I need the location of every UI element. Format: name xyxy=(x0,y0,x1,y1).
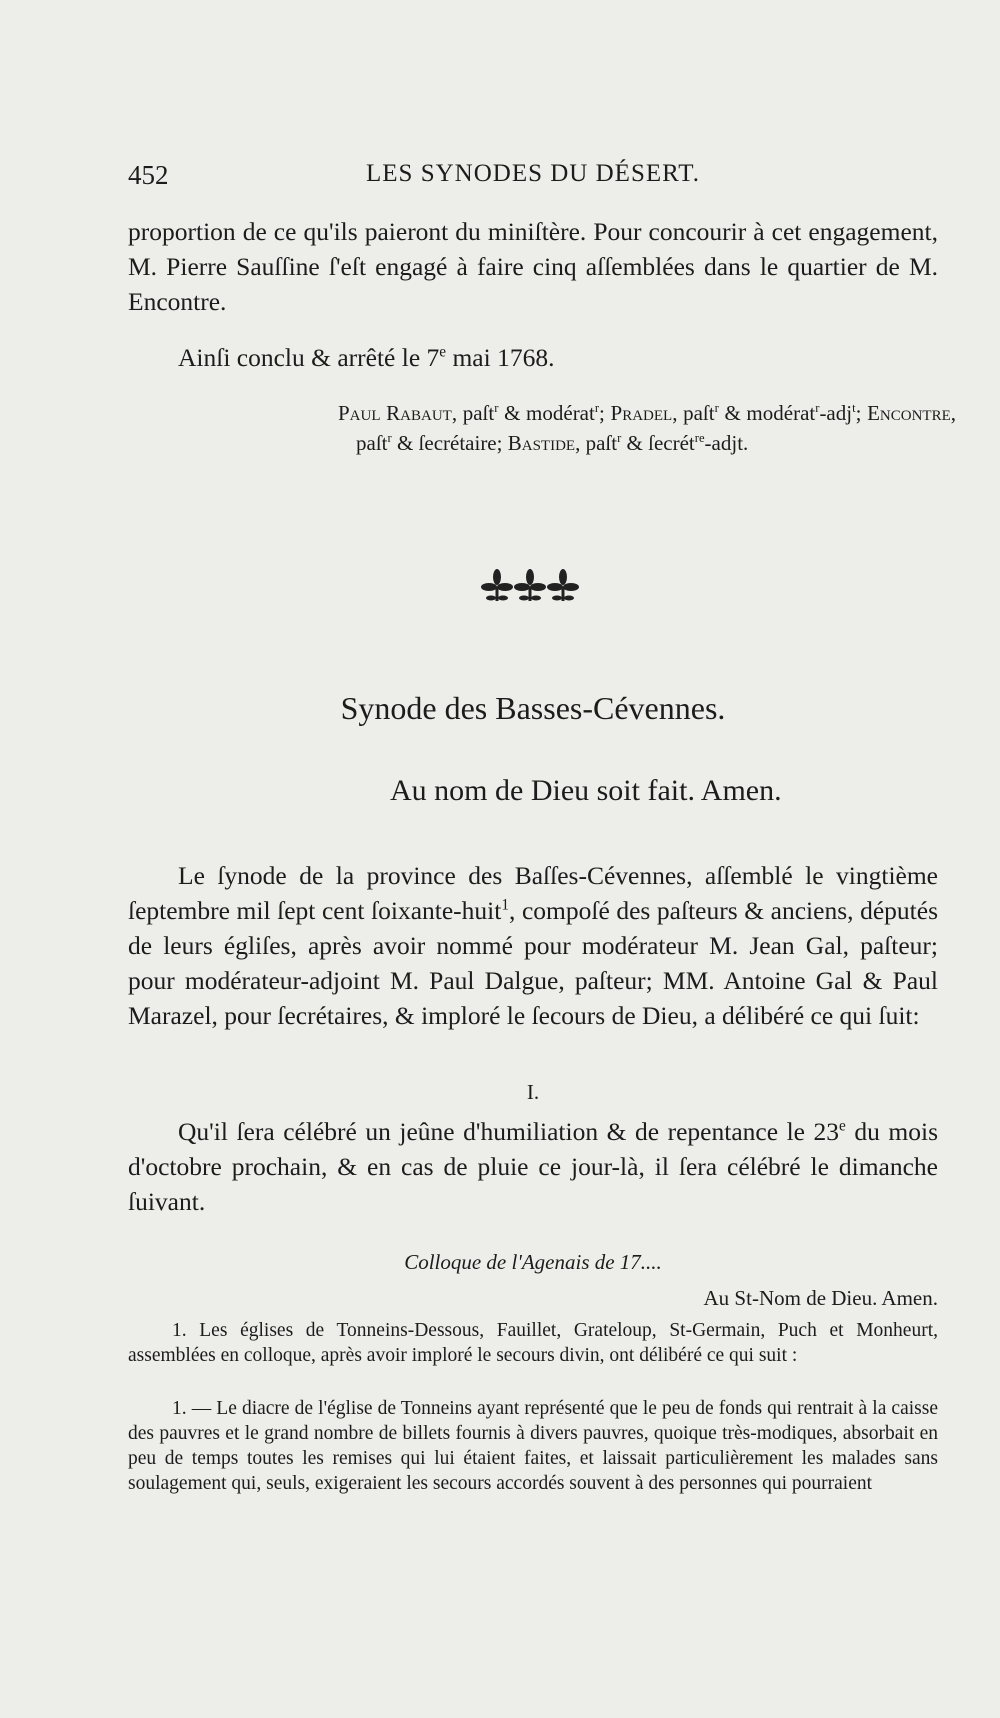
footnote-para-2-block xyxy=(128,1396,938,1496)
conclusion-line: Ainſi conclu & arrêté le 7e mai 1768. xyxy=(178,343,555,372)
invocation-title: Au nom de Dieu soit fait. Amen. xyxy=(390,774,782,807)
article-block xyxy=(128,1114,938,1219)
footnote-paragraph: 1. — Le diacre de l'église de Tonneins ayant représenté que le peu de fonds qui rentrait à la caisse des pauvres et le grand nombre de billets fournis à divers pauvres, quoique très-modiques, absorbait en peu de temps toutes les remises qui lui étaient faites, et laissait particulièrement les malades sans soulagement qui, seuls, exigeraient les secours accordés souvent à des personnes qui pourraient xyxy=(128,1398,938,1494)
signatory: Pradel, paſt$^r$ & modérat$^r$-adj$^t$; xyxy=(610,401,868,425)
intro-paragraph: proportion de ce qu'ils paieront du miniſtère. Pour concourir à cet engagement, M. Pierre Sauſſine ſ'eſt engagé à faire cinq aſſemblées dans le quartier de M. Encontre. xyxy=(128,217,938,316)
synod-paragraph: Le ſynode de la province des Baſſes-Cévennes, aſſemblé le vingtième ſeptembre mil ſept cent ſoixante-huit$^1$, compoſé des paſteurs & anciens, députés de leurs égliſes, après avoir nommé pour modérateur M. Jean Gal, paſteur; pour modérateur-adjoint M. Paul Dalgue, paſteur; MM. Antoine Gal & Paul Marazel, pour ſecrétaires, & imploré le ſecours de Dieu, a délibéré ce qui ſuit: xyxy=(128,861,938,1030)
signatories xyxy=(338,398,956,458)
page-number: 452 xyxy=(128,160,169,190)
colloque-title: Colloque de l'Agenais de 17.... xyxy=(404,1250,662,1274)
article-text: Qu'il ſera célébré un jeûne d'humiliation & de repentance le 23e du mois d'octobre prochain, & en cas de pluie ce jour-là, il ſera célébré le dimanche ſuivant. xyxy=(128,1117,939,1216)
conclusion-block xyxy=(128,340,938,375)
signatory: Paul Rabaut, paſt$^r$ & modérat$^r$; xyxy=(338,401,611,425)
synod-title: Synode des Basses-Cévennes. xyxy=(340,690,726,726)
signatory: Bastide, paſt$^r$ & ſecrét$^{re}$-adjt. xyxy=(507,431,749,455)
synod-paragraph-block xyxy=(128,858,938,1033)
footnote-paragraph: 1. Les églises de Tonneins-Dessous, Fauillet, Grateloup, St-Germain, Puch et Monheurt, assemblées en colloque, après avoir imploré le secours divin, ont délibéré ce qui suit : xyxy=(128,1320,938,1366)
colloque-invocation: Au St-Nom de Dieu. Amen. xyxy=(703,1286,938,1310)
intro-paragraph-block xyxy=(128,214,938,319)
signatory: Encontre, paſt$^r$ & ſecrétaire; xyxy=(356,401,956,455)
page-header xyxy=(128,160,938,200)
running-head: LES SYNODES DU DÉSERT. xyxy=(366,160,700,187)
footnote-ref: 1 xyxy=(501,896,509,914)
article-number: I. xyxy=(526,1080,540,1104)
footnote-para-1-block xyxy=(128,1318,938,1368)
fleuron-ornament-icon xyxy=(480,565,580,605)
